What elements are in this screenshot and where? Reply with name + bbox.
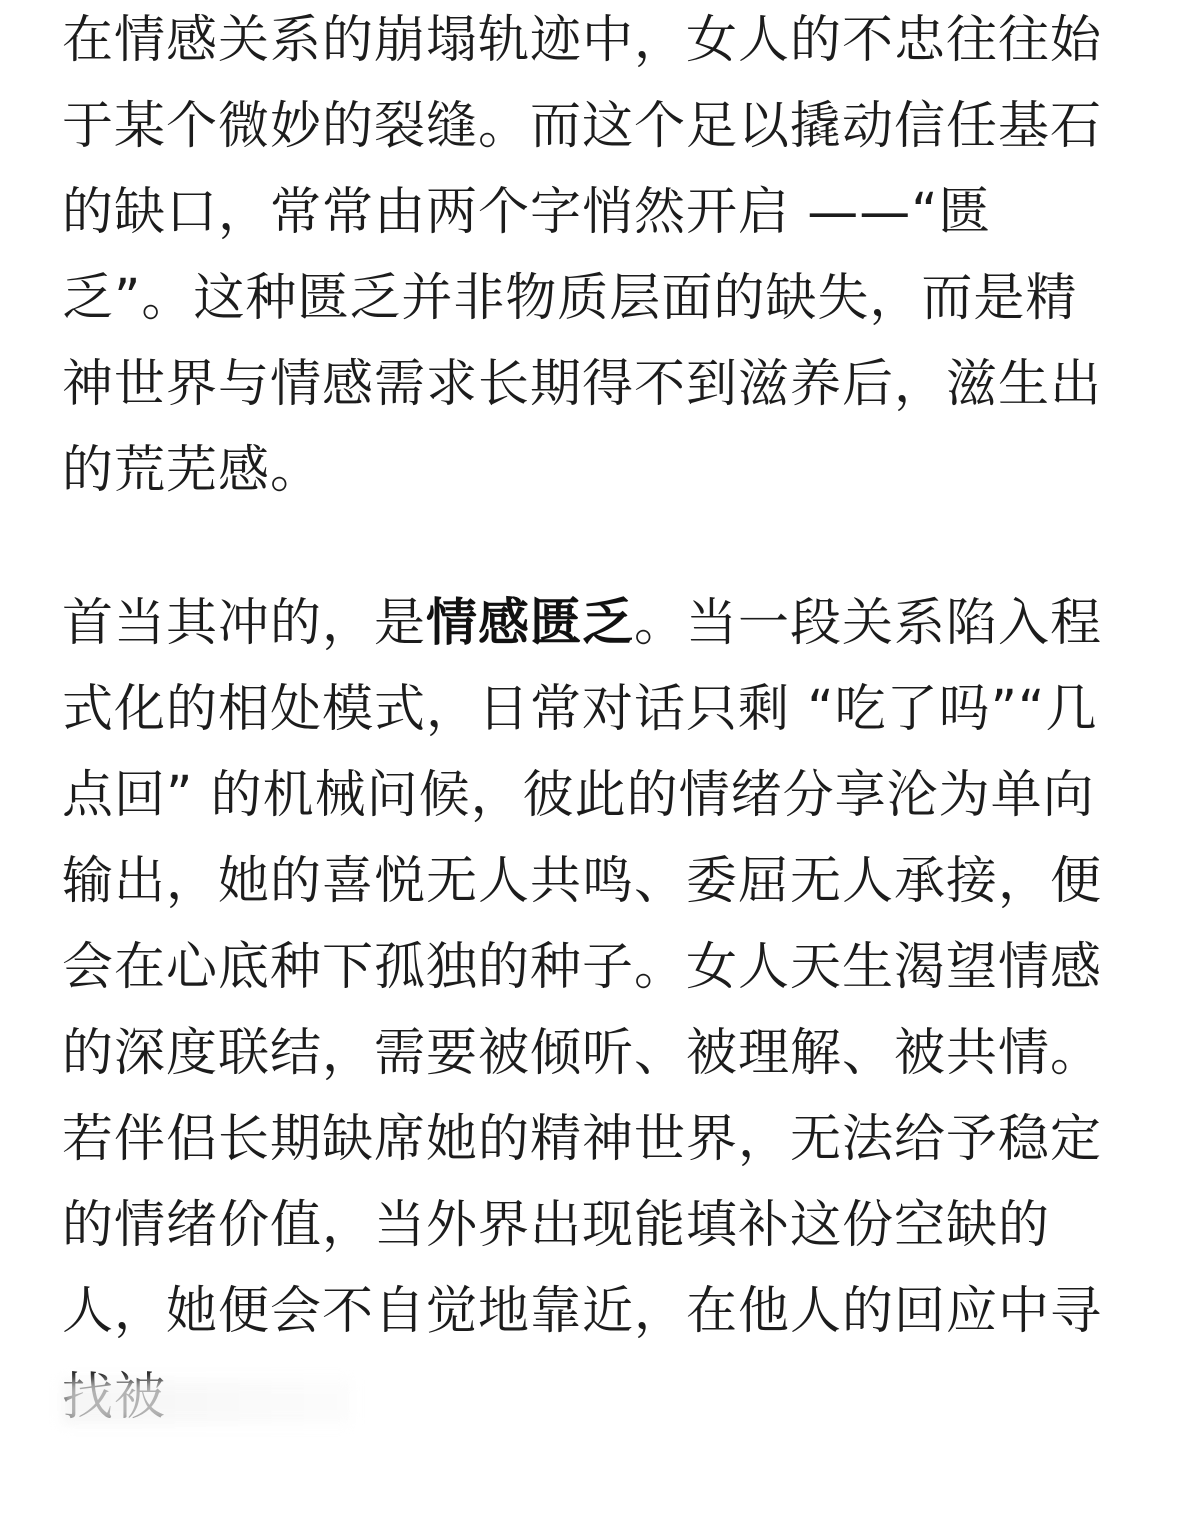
paragraph-body-text: 。当一段关系陷入程式化的相处模式，日常对话只剩 “吃了吗”“几点回” 的机械问候，彼此的情绪分享沦为单向输出，她的喜悦无人共鸣、委屈无人承接，便会在心底种下孤独的种子。女人天生渴望情感的深度联结，需要被倾听、被理解、被共情。若伴侣长期缺席她的精神世界，无法给予稳定的情绪价值，当外界出现能填补这份空缺的人，她便会不自觉地靠近，在他人的回应中寻: [62, 594, 1103, 1341]
paragraph-lead-text: 首当其冲的，是: [62, 594, 427, 653]
faded-text-placeholder: [62, 1380, 352, 1424]
article-paragraph: [62, 581, 1122, 1441]
article-paragraph: 在情感关系的崩塌轨迹中，女人的不忠往往始于某个微妙的裂缝。而这个足以撬动信任基石的缺口，常常由两个字悄然开启 ——“匮乏”。这种匮乏并非物质层面的缺失，而是精神世界与情感需求长期得不到滋养后，滋生出的荒芜感。: [62, 11, 1103, 500]
emphasis-text: 情感匮乏: [426, 594, 635, 653]
